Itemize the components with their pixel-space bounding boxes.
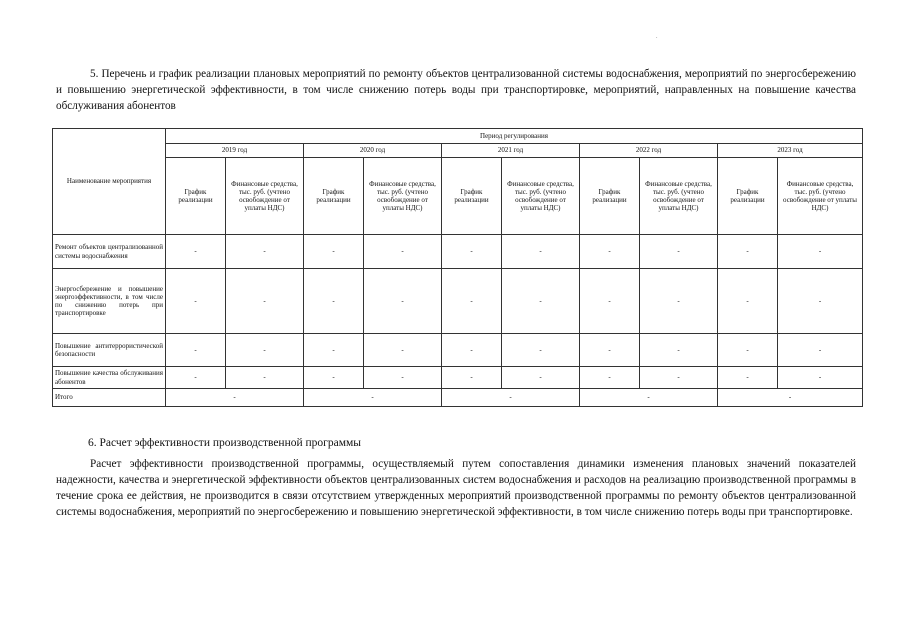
finance-subheader: Финансовые средства, тыс. руб. (учтено освобождение от уплаты НДС) — [778, 158, 863, 235]
section-6-title: 6. Расчет эффективности производственной программы — [88, 437, 362, 449]
table-cell: - — [502, 235, 580, 269]
period-header: Период регулирования — [166, 129, 863, 144]
table-cell: - — [226, 235, 304, 269]
table-cell: - — [166, 367, 226, 389]
total-row — [53, 389, 863, 407]
table-cell: - — [718, 367, 778, 389]
table-row — [53, 334, 863, 367]
year-header: 2020 год — [304, 144, 442, 158]
total-cell: - — [580, 389, 718, 407]
table-cell: - — [226, 269, 304, 334]
table-cell: - — [640, 269, 718, 334]
name-column-header: Наименование мероприятия — [53, 129, 166, 235]
table-cell: - — [304, 269, 364, 334]
schedule-subheader: График реализации — [442, 158, 502, 235]
table-cell: - — [640, 334, 718, 367]
table-cell: - — [778, 235, 863, 269]
year-header: 2019 год — [166, 144, 304, 158]
plan-table — [52, 128, 863, 407]
table-cell: - — [580, 334, 640, 367]
table-cell: - — [718, 235, 778, 269]
table-cell: - — [778, 367, 863, 389]
finance-subheader: Финансовые средства, тыс. руб. (учтено освобождение от уплаты НДС) — [364, 158, 442, 235]
year-header: 2021 год — [442, 144, 580, 158]
year-header: 2023 год — [718, 144, 863, 158]
total-cell: - — [718, 389, 863, 407]
year-header: 2022 год — [580, 144, 718, 158]
section-6-body: Расчет эффективности производственной программы, осуществляемый путем сопоставления динамики изменения плановых значений показателей надежности, качества и энергетической эффективности объектов централизованных систем водоснабжения и расходов на реализацию производственной программы в течение срока ее действия, не производится в связи отсутствием утвержденных мероприятий производственной программы по ремонту объектов централизованной системы водоснабжения, мероприятий по энергосбережению и повышению энергетической эффективности, в том числе снижению потерь воды при транспортировке. — [56, 458, 856, 518]
table-cell: - — [580, 367, 640, 389]
table-cell: - — [580, 235, 640, 269]
table-cell: - — [640, 367, 718, 389]
table-cell: - — [502, 334, 580, 367]
row-name: Повышение качества обслуживания абонентов — [53, 367, 166, 389]
section-5-heading: 5. Перечень и график реализации плановых мероприятий по ремонту объектов централизованной системы водоснабжения, мероприятий по энергосбережению и повышению энергетической эффективности, в том числе снижению потерь воды при транспортировке, мероприятий, направленных на повышение качества обслуживания абонентов — [56, 68, 856, 112]
schedule-subheader: График реализации — [580, 158, 640, 235]
table-cell: - — [442, 235, 502, 269]
schedule-subheader: График реализации — [304, 158, 364, 235]
table-cell: - — [442, 334, 502, 367]
table-cell: - — [718, 334, 778, 367]
finance-subheader: Финансовые средства, тыс. руб. (учтено освобождение от уплаты НДС) — [640, 158, 718, 235]
table-cell: - — [778, 334, 863, 367]
schedule-subheader: График реализации — [718, 158, 778, 235]
total-cell: - — [304, 389, 442, 407]
table-row — [53, 235, 863, 269]
table-cell: - — [364, 367, 442, 389]
table-cell: - — [718, 269, 778, 334]
total-cell: - — [166, 389, 304, 407]
corner-mark: . — [656, 34, 658, 40]
table-cell: - — [166, 269, 226, 334]
table-cell: - — [442, 269, 502, 334]
table-cell: - — [364, 334, 442, 367]
total-label: Итого — [53, 389, 166, 407]
table-cell: - — [226, 367, 304, 389]
table-cell: - — [580, 269, 640, 334]
table-cell: - — [304, 235, 364, 269]
total-cell: - — [442, 389, 580, 407]
table-cell: - — [778, 269, 863, 334]
finance-subheader: Финансовые средства, тыс. руб. (учтено освобождение от уплаты НДС) — [502, 158, 580, 235]
table-cell: - — [364, 269, 442, 334]
schedule-subheader: График реализации — [166, 158, 226, 235]
table-row — [53, 367, 863, 389]
row-name: Энергосбережение и повышение энергоэффективности, в том числе по снижению потерь при транспортировке — [53, 269, 166, 334]
table-cell: - — [442, 367, 502, 389]
finance-subheader: Финансовые средства, тыс. руб. (учтено освобождение от уплаты НДС) — [226, 158, 304, 235]
table-cell: - — [166, 235, 226, 269]
table-cell: - — [226, 334, 304, 367]
table-cell: - — [502, 367, 580, 389]
table-row — [53, 269, 863, 334]
table-cell: - — [364, 235, 442, 269]
table-cell: - — [304, 367, 364, 389]
table-cell: - — [640, 235, 718, 269]
table-cell: - — [166, 334, 226, 367]
row-name: Ремонт объектов централизованной системы водоснабжения — [53, 235, 166, 269]
row-name: Повышение антитеррористической безопасности — [53, 334, 166, 367]
table-cell: - — [502, 269, 580, 334]
table-cell: - — [304, 334, 364, 367]
